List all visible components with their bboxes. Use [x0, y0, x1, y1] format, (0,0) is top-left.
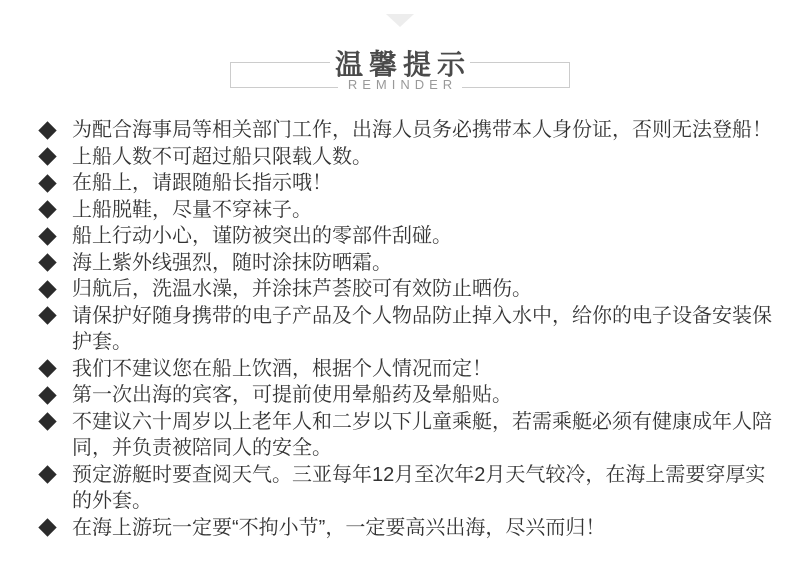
reminder-item — [38, 462, 772, 515]
diamond-bullet-icon — [38, 382, 56, 409]
diamond-bullet-icon — [38, 223, 56, 250]
reminder-item-text: 不建议六十周岁以上老年人和二岁以下儿童乘艇，若需乘艇必须有健康成年人陪同，并负责被陪同人的安全。 — [72, 410, 772, 459]
reminder-item — [38, 382, 772, 409]
reminder-item-text: 海上紫外线强烈，随时涂抹防晒霜。 — [72, 251, 392, 274]
diamond-bullet-icon — [38, 197, 56, 224]
reminder-item — [38, 170, 772, 197]
reminder-item-text: 归航后，洗温水澡，并涂抹芦荟胶可有效防止晒伤。 — [72, 278, 532, 300]
diamond-bullet-icon — [38, 144, 56, 171]
reminder-item-text: 预定游艇时要查阅天气。三亚每年12月至次年2月天气较冷，在海上需要穿厚实的外套。 — [72, 463, 766, 512]
reminder-list — [38, 117, 772, 541]
page-header — [0, 0, 800, 110]
reminder-item — [38, 515, 772, 542]
diamond-bullet-icon — [38, 276, 56, 303]
diamond-bullet-icon — [38, 117, 56, 144]
reminder-item — [38, 409, 772, 462]
diamond-bullet-icon — [38, 462, 56, 489]
reminder-item-text: 在船上，请跟随船长指示哦！ — [72, 172, 332, 194]
diamond-bullet-icon — [38, 356, 56, 383]
reminder-item-text: 上船脱鞋，尽量不穿袜子。 — [72, 198, 312, 221]
reminder-item-text: 在海上游玩一定要“不拘小节”，一定要高兴出海，尽兴而归！ — [72, 516, 606, 539]
reminder-item-text: 第一次出海的宾客，可提前使用晕船药及晕船贴。 — [72, 384, 512, 406]
reminder-item — [38, 223, 772, 250]
reminder-item — [38, 250, 772, 277]
reminder-item-text: 上船人数不可超过船只限载人数。 — [72, 145, 372, 168]
reminder-item-text: 我们不建议您在船上饮酒，根据个人情况而定！ — [72, 357, 492, 380]
diamond-bullet-icon — [38, 170, 56, 197]
reminder-item — [38, 197, 772, 224]
reminder-item — [38, 117, 772, 144]
diamond-bullet-icon — [38, 515, 56, 542]
diamond-bullet-icon — [38, 303, 56, 330]
diamond-bullet-icon — [38, 409, 56, 436]
reminder-item — [38, 303, 772, 356]
reminder-item — [38, 356, 772, 383]
page-subtitle: REMINDER — [347, 77, 458, 92]
reminder-item — [38, 276, 772, 303]
reminder-item-text: 船上行动小心，谨防被突出的零部件刮碰。 — [72, 225, 452, 247]
reminder-item-text: 为配合海事局等相关部门工作，出海人员务必携带本人身份证，否则无法登船！ — [72, 119, 772, 141]
reminder-item-text: 请保护好随身携带的电子产品及个人物品防止掉入水中，给你的电子设备安装保护套。 — [72, 304, 772, 353]
page-title: 温馨提示 — [334, 49, 471, 80]
diamond-bullet-icon — [38, 250, 56, 277]
reminder-item — [38, 144, 772, 171]
